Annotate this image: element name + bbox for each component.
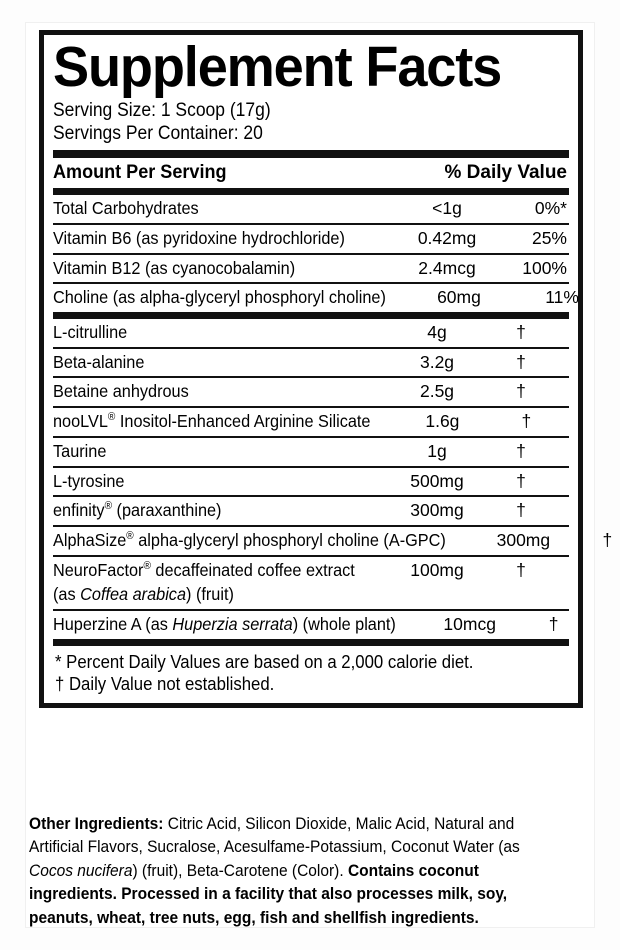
nutrient-daily-value: † xyxy=(516,500,526,521)
nutrient-amount: 60mg xyxy=(437,287,481,308)
nutrient-amount: 10mcg xyxy=(443,613,496,634)
nutrient-amount: 3.2g xyxy=(419,351,455,372)
table-row xyxy=(53,319,569,347)
nutrient-daily-value: 0%* xyxy=(534,198,567,219)
amount-per-serving-header: Amount Per Serving xyxy=(53,162,227,184)
nutrient-amount: 0.42mg xyxy=(417,228,477,249)
table-row xyxy=(53,557,569,609)
nutrient-name-continued: (as Coffea arabica) (fruit) xyxy=(53,584,234,605)
table-row xyxy=(53,195,569,223)
nutrient-daily-value: † xyxy=(516,351,526,372)
nutrient-name: Huperzine A (as Huperzia serrata) (whole plant) xyxy=(53,613,396,634)
divider-footnotes xyxy=(53,639,569,646)
nutrient-name: enfinity® (paraxanthine) xyxy=(53,500,222,521)
supplement-facts-box xyxy=(39,30,613,708)
divider-above-header xyxy=(53,150,569,158)
divider-blend xyxy=(53,312,569,319)
nutrient-amount: 300mg xyxy=(496,529,551,550)
nutrient-daily-value: 100% xyxy=(522,257,567,278)
table-header-row xyxy=(53,158,569,188)
nutrient-name: nooLVL® Inositol-Enhanced Arginine Silicate xyxy=(53,411,371,432)
table-row xyxy=(53,408,569,436)
nutrient-daily-value: † xyxy=(516,470,526,491)
nutrient-daily-value: † xyxy=(516,322,526,343)
table-row xyxy=(53,611,569,639)
page-title: Supplement Facts xyxy=(53,35,502,99)
vitamin-rows-group xyxy=(53,195,579,312)
nutrient-daily-value: † xyxy=(516,559,526,580)
nutrient-name: AlphaSize® alpha-glyceryl phosphoryl choline (A-GPC) xyxy=(53,529,446,550)
table-row xyxy=(53,225,569,253)
nutrient-daily-value: 25% xyxy=(531,228,567,249)
nutrient-daily-value: † xyxy=(548,613,559,634)
nutrient-amount: 4g xyxy=(427,322,447,343)
percent-daily-value-header: % Daily Value xyxy=(444,162,567,184)
footnote-daily-value-basis: * Percent Daily Values are based on a 2,000 calorie diet. xyxy=(55,651,474,672)
nutrient-amount: 500mg xyxy=(410,470,464,491)
nutrient-amount: 100mg xyxy=(410,559,464,580)
nutrient-name: Total Carbohydrates xyxy=(53,198,199,219)
nutrient-name: Choline (as alpha-glyceryl phosphoryl choline) xyxy=(53,287,386,308)
nutrient-amount: 300mg xyxy=(410,500,464,521)
nutrient-daily-value: † xyxy=(516,381,526,402)
nutrient-amount: <1g xyxy=(432,198,462,219)
nutrient-name: L-citrulline xyxy=(53,322,128,343)
blend-rows-group xyxy=(53,319,613,639)
serving-info xyxy=(53,99,569,145)
table-row xyxy=(53,468,569,496)
other-ingredients-botanical: Cocos nucifera xyxy=(29,861,133,880)
other-ingredients-list-part2: ) (fruit), Beta-Carotene (Color). xyxy=(132,861,348,880)
footnote-dagger: † Daily Value not established. xyxy=(55,673,275,694)
table-row xyxy=(53,497,569,525)
table-row xyxy=(53,378,569,406)
nutrient-amount: 1.6g xyxy=(425,411,460,432)
servings-per-container: Servings Per Container: 20 xyxy=(53,123,263,145)
nutrient-daily-value: † xyxy=(521,411,532,432)
other-ingredients-block xyxy=(29,813,561,930)
table-row xyxy=(53,438,569,466)
nutrient-name: NeuroFactor® decaffeinated coffee extract (as Coffea arabica) (fruit) xyxy=(53,560,365,606)
footnotes-group xyxy=(53,646,569,698)
table-row xyxy=(53,255,569,283)
nutrient-name: Vitamin B6 (as pyridoxine hydrochloride) xyxy=(53,228,345,249)
other-ingredients-label: Other Ingredients: xyxy=(29,815,164,833)
nutrient-name: Taurine xyxy=(53,440,107,461)
serving-size: Serving Size: 1 Scoop (17g) xyxy=(53,100,271,121)
other-ingredients-list-part1: Citric Acid, Silicon Dioxide, Malic Acid, Natural and Artificial Flavors, Sucralose, Acesulfame-Potassium, Coconut Water (as xyxy=(29,815,520,857)
label-panel xyxy=(25,22,613,928)
nutrient-name: L-tyrosine xyxy=(53,470,125,491)
nutrient-name: Vitamin B12 (as cyanocobalamin) xyxy=(53,257,296,278)
nutrient-name: Betaine anhydrous xyxy=(53,381,189,402)
nutrient-amount: 2.4mcg xyxy=(418,257,476,278)
table-row xyxy=(53,349,569,377)
nutrient-amount: 2.5g xyxy=(419,381,455,402)
nutrient-amount: 1g xyxy=(427,440,447,461)
allergen-statement: Contains coconut ingredients. Processed in a facility that also processes milk, soy, peanuts, wheat, tree nuts, egg, fish and shellfish ingredients. xyxy=(29,861,508,927)
nutrient-daily-value: † xyxy=(602,529,613,550)
table-row xyxy=(53,284,579,312)
divider-below-header xyxy=(53,188,569,195)
nutrient-daily-value: † xyxy=(516,440,526,461)
nutrient-daily-value: 11% xyxy=(545,287,579,308)
nutrient-name: Beta-alanine xyxy=(53,351,145,372)
table-row xyxy=(53,527,613,555)
